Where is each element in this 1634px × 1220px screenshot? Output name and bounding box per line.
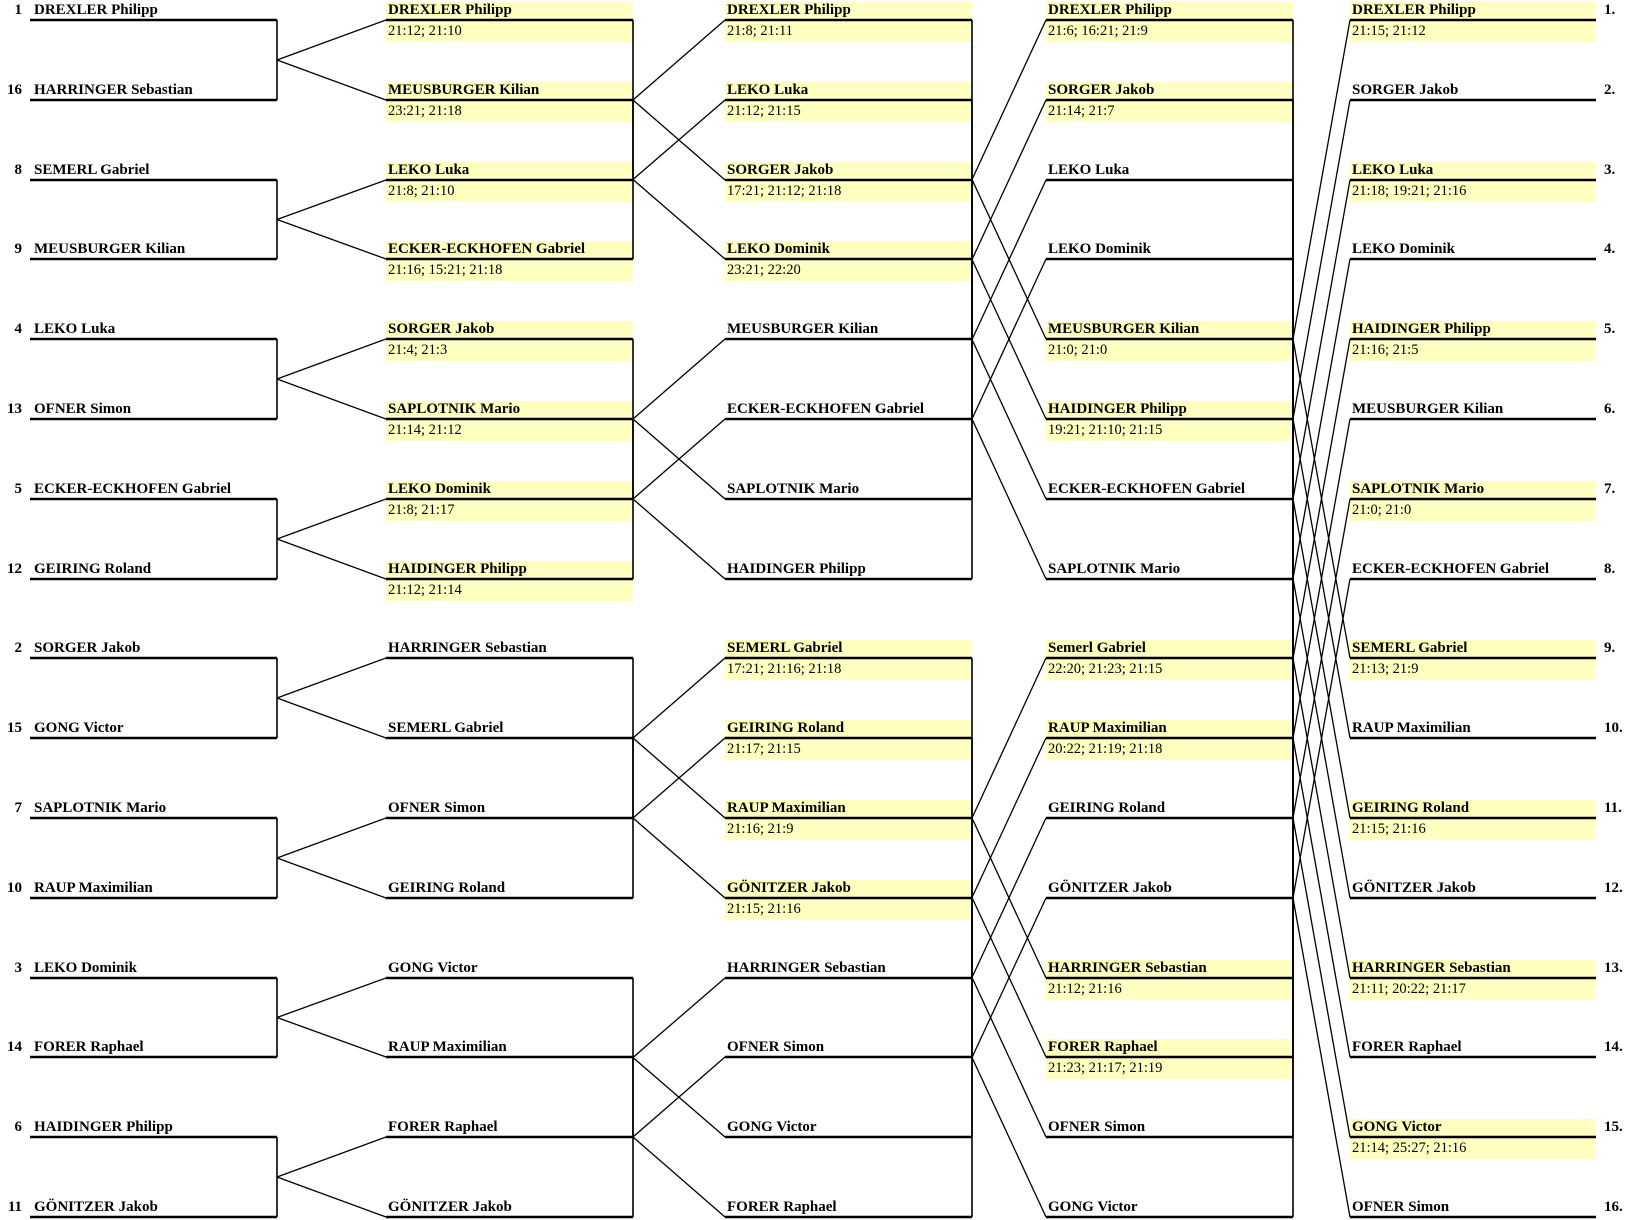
final-place: 16.: [1604, 1199, 1623, 1215]
loser-connector: [277, 539, 386, 579]
seed-number: 5: [14, 481, 22, 497]
match-score: 21:14; 25:27; 21:16: [1352, 1140, 1467, 1156]
match-score: 21:12; 21:10: [388, 23, 462, 39]
match-score: 21:8; 21:11: [727, 23, 793, 39]
match-score: 21:0; 21:0: [1048, 342, 1108, 358]
winner-connector: [277, 339, 386, 379]
loser-connector: [633, 818, 725, 898]
player-name: LEKO Luka: [1352, 162, 1434, 178]
player-name: HARRINGER Sebastian: [727, 960, 886, 976]
final-place: 14.: [1604, 1039, 1623, 1055]
player-name: RAUP Maximilian: [34, 880, 153, 896]
player-name: OFNER Simon: [388, 800, 486, 816]
seed-number: 7: [14, 800, 22, 816]
player-name: HARRINGER Sebastian: [1352, 960, 1511, 976]
player-name: SEMERL Gabriel: [34, 162, 150, 178]
winner-connector: [633, 658, 725, 738]
final-place: 7.: [1604, 481, 1616, 497]
player-name: RAUP Maximilian: [1352, 720, 1471, 736]
player-name: SEMERL Gabriel: [727, 640, 843, 656]
seed-number: 3: [14, 960, 22, 976]
winner-connector: [1293, 180, 1350, 499]
final-place: 13.: [1604, 960, 1623, 976]
player-name: HARRINGER Sebastian: [34, 82, 193, 98]
player-name: GONG Victor: [1048, 1199, 1138, 1215]
player-name: GEIRING Roland: [1352, 800, 1470, 816]
player-name: SEMERL Gabriel: [1352, 640, 1468, 656]
player-name: HAIDINGER Philipp: [727, 561, 866, 577]
player-name: HAIDINGER Philipp: [1048, 401, 1187, 417]
player-name: RAUP Maximilian: [1048, 720, 1167, 736]
winner-connector: [1293, 20, 1350, 339]
seed-number: 14: [7, 1039, 22, 1055]
seed-number: 13: [7, 401, 22, 417]
match-score: 21:16; 15:21; 21:18: [388, 262, 503, 278]
player-name: SAPLOTNIK Mario: [34, 800, 167, 816]
match-score: 21:12; 21:16: [1048, 981, 1122, 997]
loser-connector: [1293, 738, 1350, 1057]
player-name: HAIDINGER Philipp: [388, 561, 527, 577]
winner-connector: [277, 978, 386, 1018]
loser-connector: [277, 858, 386, 898]
seed-number: 10: [7, 880, 22, 896]
match-score: 17:21; 21:16; 21:18: [727, 661, 842, 677]
player-name: LEKO Dominik: [1048, 241, 1151, 257]
match-score: 19:21; 21:10; 21:15: [1048, 422, 1163, 438]
winner-connector: [972, 738, 1046, 898]
player-name: MEUSBURGER Kilian: [34, 241, 186, 257]
player-name: GÖNITZER Jakob: [1352, 880, 1476, 896]
winner-connector: [277, 20, 386, 60]
final-place: 4.: [1604, 241, 1616, 257]
player-name: ECKER-ECKHOFEN Gabriel: [388, 241, 586, 257]
match-score: 21:14; 21:7: [1048, 103, 1115, 119]
player-name: GÖNITZER Jakob: [1048, 880, 1172, 896]
player-name: DREXLER Philipp: [1048, 2, 1172, 18]
winner-connector: [277, 818, 386, 858]
player-name: Semerl Gabriel: [1048, 640, 1146, 656]
loser-connector: [277, 1018, 386, 1058]
player-name: LEKO Luka: [388, 162, 470, 178]
match-score: 22:20; 21:23; 21:15: [1048, 661, 1163, 677]
player-name: HAIDINGER Philipp: [1352, 321, 1491, 337]
player-name: LEKO Luka: [1048, 162, 1130, 178]
seed-number: 2: [14, 640, 22, 656]
player-name: GONG Victor: [727, 1119, 817, 1135]
player-name: MEUSBURGER Kilian: [1352, 401, 1504, 417]
player-name: LEKO Dominik: [1352, 241, 1455, 257]
seed-number: 6: [14, 1119, 22, 1135]
final-place: 10.: [1604, 720, 1623, 736]
final-place: 15.: [1604, 1119, 1623, 1135]
player-name: GEIRING Roland: [34, 561, 152, 577]
player-name: LEKO Dominik: [727, 241, 830, 257]
final-place: 2.: [1604, 82, 1616, 98]
player-name: LEKO Luka: [727, 82, 809, 98]
player-name: GEIRING Roland: [1048, 800, 1166, 816]
loser-connector: [277, 60, 386, 100]
final-place: 8.: [1604, 561, 1616, 577]
player-name: ECKER-ECKHOFEN Gabriel: [1352, 561, 1550, 577]
final-place: 5.: [1604, 321, 1616, 337]
player-name: HAIDINGER Philipp: [34, 1119, 173, 1135]
match-score: 21:14; 21:12: [388, 422, 462, 438]
match-score: 20:22; 21:19; 21:18: [1048, 741, 1163, 757]
loser-connector: [1293, 898, 1350, 1217]
player-name: ECKER-ECKHOFEN Gabriel: [1048, 481, 1246, 497]
seed-number: 4: [14, 321, 22, 337]
player-name: RAUP Maximilian: [727, 800, 846, 816]
match-score: 21:13; 21:9: [1352, 661, 1419, 677]
player-name: DREXLER Philipp: [727, 2, 851, 18]
player-name: SORGER Jakob: [727, 162, 834, 178]
player-name: ECKER-ECKHOFEN Gabriel: [727, 401, 925, 417]
player-name: GÖNITZER Jakob: [727, 880, 851, 896]
loser-connector: [633, 499, 725, 579]
loser-connector: [633, 1137, 725, 1217]
player-name: GONG Victor: [1352, 1119, 1442, 1135]
loser-connector: [633, 180, 725, 260]
player-name: ECKER-ECKHOFEN Gabriel: [34, 481, 232, 497]
winner-connector: [972, 20, 1046, 180]
seed-number: 9: [14, 241, 22, 257]
seed-number: 11: [7, 1199, 22, 1215]
player-name: SAPLOTNIK Mario: [1048, 561, 1181, 577]
seed-number: 8: [14, 162, 22, 178]
player-name: GONG Victor: [388, 960, 478, 976]
player-name: DREXLER Philipp: [388, 2, 512, 18]
match-score: 23:21; 21:18: [388, 103, 462, 119]
match-score: 21:15; 21:16: [1352, 821, 1426, 837]
seed-number: 16: [7, 82, 22, 98]
winner-connector: [277, 658, 386, 698]
match-score: 21:15; 21:16: [727, 901, 801, 917]
match-score: 21:17; 21:15: [727, 741, 801, 757]
player-name: FORER Raphael: [34, 1039, 144, 1055]
player-name: MEUSBURGER Kilian: [388, 82, 540, 98]
player-name: RAUP Maximilian: [388, 1039, 507, 1055]
player-name: FORER Raphael: [1048, 1039, 1158, 1055]
match-score: 23:21; 22:20: [727, 262, 801, 278]
player-name: FORER Raphael: [727, 1199, 837, 1215]
player-name: GEIRING Roland: [388, 880, 506, 896]
final-place: 11.: [1604, 800, 1622, 816]
player-name: HARRINGER Sebastian: [388, 640, 547, 656]
final-place: 6.: [1604, 401, 1616, 417]
winner-connector: [633, 20, 725, 100]
final-place: 3.: [1604, 162, 1616, 178]
seed-number: 12: [7, 561, 22, 577]
player-name: SAPLOTNIK Mario: [727, 481, 860, 497]
player-name: OFNER Simon: [34, 401, 132, 417]
loser-connector: [972, 419, 1046, 579]
winner-connector: [972, 658, 1046, 818]
winner-connector: [633, 978, 725, 1058]
winner-connector: [277, 180, 386, 220]
player-name: FORER Raphael: [388, 1119, 498, 1135]
match-score: 21:8; 21:17: [388, 502, 455, 518]
loser-connector: [972, 340, 1046, 500]
loser-connector: [1293, 818, 1350, 1137]
match-score: 21:12; 21:15: [727, 103, 801, 119]
player-name: MEUSBURGER Kilian: [1048, 321, 1200, 337]
player-name: GEIRING Roland: [727, 720, 845, 736]
winner-connector: [277, 499, 386, 539]
player-name: HARRINGER Sebastian: [1048, 960, 1207, 976]
loser-connector: [972, 1058, 1046, 1218]
match-score: 21:15; 21:12: [1352, 23, 1426, 39]
player-name: SORGER Jakob: [388, 321, 495, 337]
match-score: 21:0; 21:0: [1352, 502, 1412, 518]
player-name: OFNER Simon: [1352, 1199, 1450, 1215]
loser-connector: [972, 978, 1046, 1138]
winner-connector: [972, 100, 1046, 260]
match-score: 17:21; 21:12; 21:18: [727, 183, 842, 199]
loser-connector: [277, 698, 386, 738]
player-name: OFNER Simon: [727, 1039, 825, 1055]
match-score: 21:12; 21:14: [388, 582, 462, 598]
match-score: 21:11; 20:22; 21:17: [1352, 981, 1466, 997]
final-place: 1.: [1604, 2, 1616, 18]
final-place: 12.: [1604, 880, 1623, 896]
match-score: 21:8; 21:10: [388, 183, 455, 199]
player-name: SORGER Jakob: [34, 640, 141, 656]
player-name: SORGER Jakob: [1048, 82, 1155, 98]
loser-connector: [277, 220, 386, 260]
seed-number: 15: [7, 720, 22, 736]
winner-connector: [633, 339, 725, 419]
player-name: SAPLOTNIK Mario: [388, 401, 521, 417]
player-name: SORGER Jakob: [1352, 82, 1459, 98]
winner-connector: [1293, 100, 1350, 419]
player-name: MEUSBURGER Kilian: [727, 321, 879, 337]
player-name: DREXLER Philipp: [34, 2, 158, 18]
player-name: OFNER Simon: [1048, 1119, 1146, 1135]
match-score: 21:16; 21:9: [727, 821, 794, 837]
player-name: LEKO Dominik: [388, 481, 491, 497]
match-score: 21:18; 19:21; 21:16: [1352, 183, 1467, 199]
player-name: GÖNITZER Jakob: [34, 1199, 158, 1215]
player-name: LEKO Dominik: [34, 960, 137, 976]
match-score: 21:6; 16:21; 21:9: [1048, 23, 1148, 39]
match-score: 21:23; 21:17; 21:19: [1048, 1060, 1163, 1076]
match-score: 21:4; 21:3: [388, 342, 448, 358]
player-name: DREXLER Philipp: [1352, 2, 1476, 18]
player-name: LEKO Luka: [34, 321, 116, 337]
player-name: FORER Raphael: [1352, 1039, 1462, 1055]
loser-connector: [1293, 659, 1350, 979]
winner-connector: [277, 1137, 386, 1177]
match-score: 21:16; 21:5: [1352, 342, 1419, 358]
final-place: 9.: [1604, 640, 1616, 656]
loser-connector: [277, 1177, 386, 1217]
player-name: GONG Victor: [34, 720, 124, 736]
player-name: SEMERL Gabriel: [388, 720, 504, 736]
seed-number: 1: [14, 2, 22, 18]
player-name: GÖNITZER Jakob: [388, 1199, 512, 1215]
loser-connector: [277, 379, 386, 419]
player-name: SAPLOTNIK Mario: [1352, 481, 1485, 497]
winner-connector: [1293, 259, 1350, 579]
